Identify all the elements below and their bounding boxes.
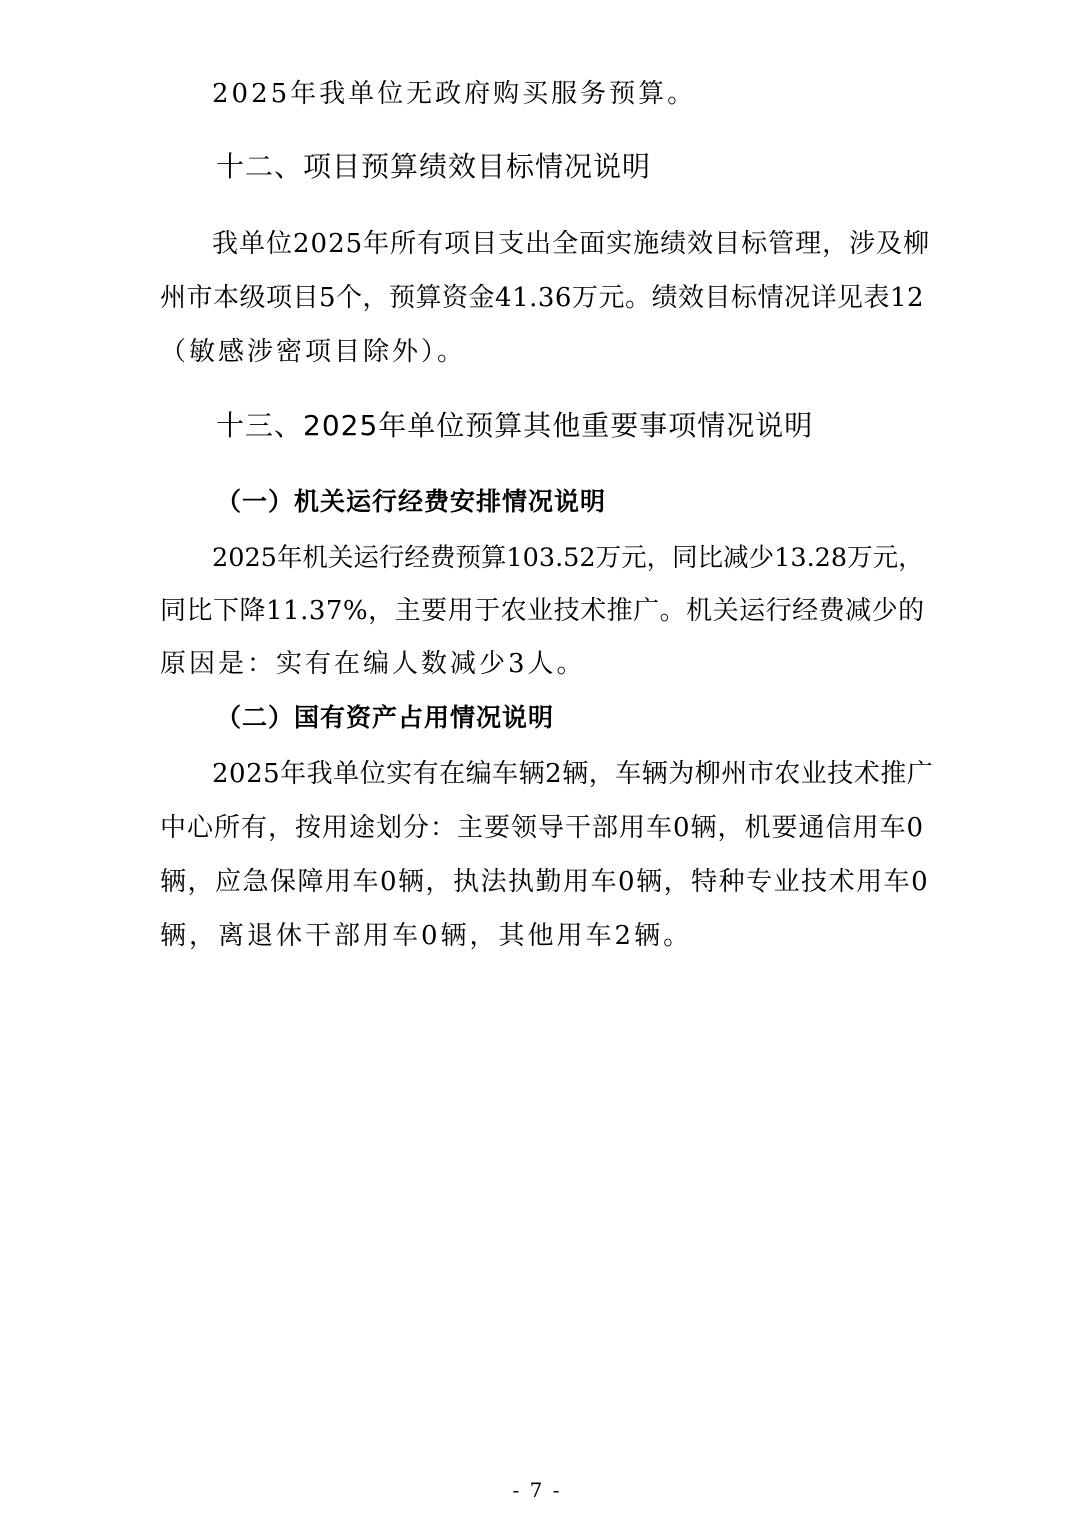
paragraph-line: 我单位2025年所有项目支出全面实施绩效目标管理，涉及柳 — [212, 229, 931, 259]
paragraph-line: 辆，离退休干部用车0辆，其他用车2辆。 — [160, 921, 693, 951]
paragraph-line: 中心所有，按用途划分：主要领导干部用车0辆，机要通信用车0 — [160, 813, 925, 843]
paragraph-line: 州市本级项目5个，预算资金41.36万元。绩效目标情况详见表12 — [160, 283, 925, 313]
paragraph-line: （敏感涉密项目除外）。 — [160, 337, 467, 367]
section-heading: 十二、项目预算绩效目标情况说明 — [216, 150, 652, 183]
subsection-heading: （二）国有资产占用情况说明 — [216, 703, 555, 732]
subsection-heading: （一）机关运行经费安排情况说明 — [216, 487, 607, 516]
paragraph-line: 2025年我单位无政府购买服务预算。 — [212, 79, 697, 109]
section-heading: 十三、2025年单位预算其他重要事项情况说明 — [216, 409, 814, 442]
paragraph-line: 2025年机关运行经费预算103.52万元，同比减少13.28万元， — [212, 543, 924, 573]
paragraph-line: 2025年我单位实有在编车辆2辆，车辆为柳州市农业技术推广 — [212, 759, 934, 789]
page-number: - 7 - — [512, 1478, 562, 1502]
paragraph-line: 原因是：实有在编人数减少3人。 — [160, 649, 586, 679]
paragraph-line: 同比下降11.37%，主要用于农业技术推广。机关运行经费减少的 — [160, 596, 925, 626]
paragraph-line: 辆，应急保障用车0辆，执法执勤用车0辆，特种专业技术用车0 — [160, 867, 930, 897]
